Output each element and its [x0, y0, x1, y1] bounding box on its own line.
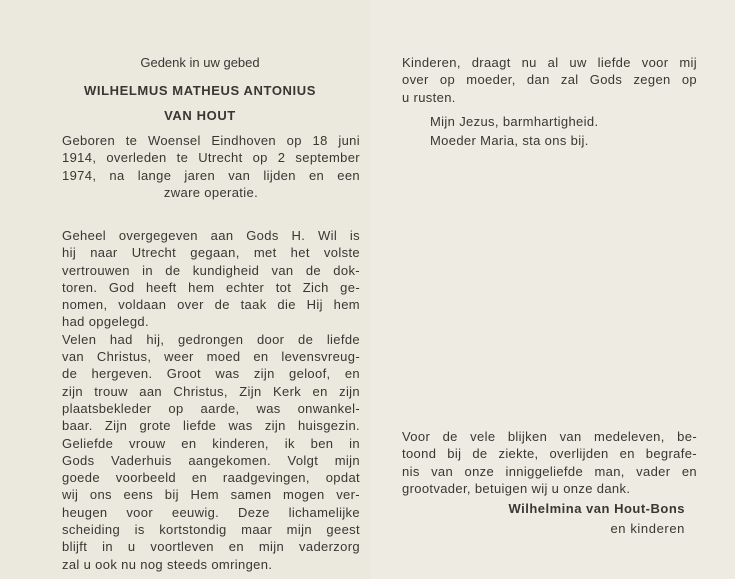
message-line: u rusten. — [402, 89, 456, 105]
signature-sub: en kinderen — [610, 521, 685, 536]
body-line: zijn trouw aan Christus, Zijn Kerk en zijn — [62, 383, 360, 399]
thanks-line: toond bij de ziekte, overlijden en begrafe- — [402, 446, 697, 462]
body-line: heugen voor eeuwig. Deze lichamelijke — [62, 504, 360, 520]
message-line: Kinderen, draagt nu al uw liefde voor mij — [402, 55, 697, 70]
body-text — [62, 227, 360, 573]
prayers — [430, 113, 690, 150]
thanks-message — [402, 428, 697, 497]
body-line: vertrouwen in de kundigheid van de dok- — [62, 262, 360, 278]
body-line: van Christus, weer moed en levensvreug- — [62, 349, 360, 365]
deceased-name-line2: VAN HOUT — [164, 108, 236, 123]
body-line: had opgelegd. — [62, 314, 149, 330]
bio-line: Geboren te Woensel Eindhoven op 18 juni — [62, 133, 360, 148]
deceased-name-line1: WILHELMUS MATHEUS ANTONIUS — [83, 83, 317, 98]
bio-line-last: zware operatie. — [163, 184, 259, 200]
prayer-maria: Moeder Maria, sta ons bij. — [430, 133, 589, 149]
body-line: Geheel overgegeven aan Gods H. Wil is — [62, 228, 360, 243]
body-line: plaatsbekleder op aarde, was onwankel- — [62, 400, 360, 416]
bio-line: 1914, overleden te Utrecht op 2 september — [62, 150, 360, 166]
body-line: Velen had hij, gedrongen door de liefde — [62, 331, 360, 347]
prayer-heading: Gedenk in uw gebed — [140, 55, 260, 70]
prayer-jezus: Mijn Jezus, barmhartigheid. — [430, 114, 599, 129]
thanks-line: Voor de vele blijken van medeleven, be- — [402, 429, 697, 444]
body-line: goede voorbeeld en raadgevingen, opdat — [62, 470, 360, 486]
body-line: blijft in u voortleven en mijn vaderzorg — [62, 539, 360, 555]
body-line: zal u ook nu nog steeds omringen. — [62, 556, 273, 572]
body-line: Gods Vaderhuis aangekomen. Volgt mijn — [62, 452, 360, 468]
biography — [62, 132, 360, 201]
body-line: toren. God heeft hem echter tot Zich ge- — [62, 279, 360, 295]
thanks-line: grootvader, betuigen wij u onze dank. — [402, 480, 631, 496]
body-line: wij ons eens bij Hem samen mogen ver- — [62, 487, 360, 503]
message-line: over op moeder, dan zal Gods zegen op — [402, 72, 697, 88]
signature: Wilhelmina van Hout-Bons — [508, 501, 685, 516]
body-line: hij naar Utrecht gegaan, met het volste — [62, 245, 360, 261]
bio-line: 1974, na lange jaren van lijden en een — [62, 167, 360, 183]
body-line: nomen, voldaan over de taak die Hij hem — [62, 297, 360, 313]
body-line: baar. Zijn grote liefde was zijn huisgezin. — [62, 418, 360, 434]
body-line: Geliefde vrouw en kinderen, ik ben in — [62, 435, 360, 451]
children-message — [402, 54, 697, 106]
body-line: scheiding is kortstondig maar mijn geest — [62, 522, 360, 538]
thanks-line: nis van onze inniggeliefde man, vader en — [402, 463, 697, 479]
body-line: de hergeven. Groot was zijn geloof, en — [62, 366, 360, 382]
